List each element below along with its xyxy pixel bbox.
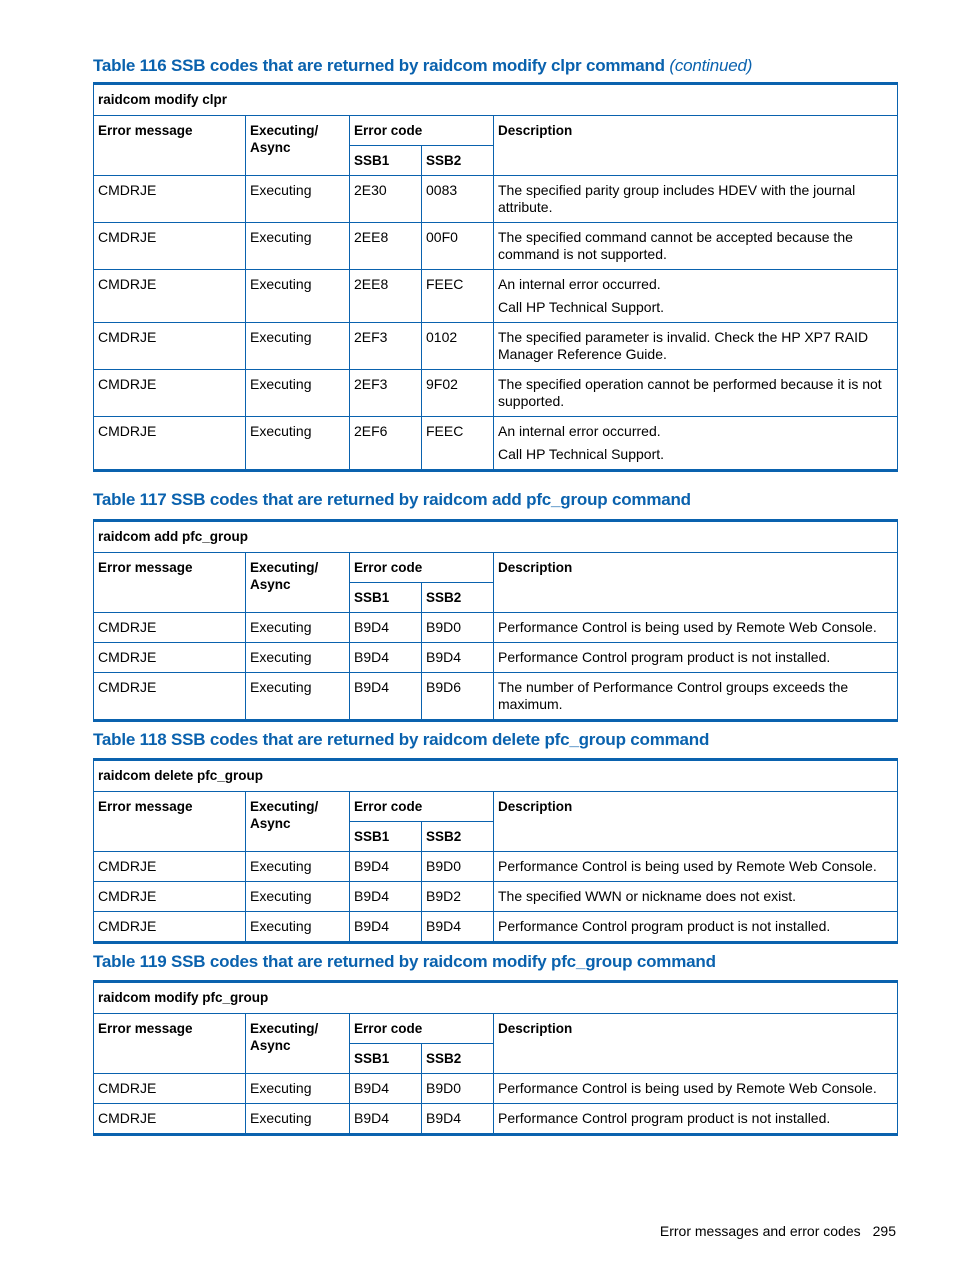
header-ssb1: SSB1 <box>350 822 422 852</box>
cell-ssb2: 0083 <box>422 176 494 223</box>
header-error-code: Error code <box>350 792 494 822</box>
cell-ssb2: B9D4 <box>422 643 494 673</box>
cell-ssb2: B9D0 <box>422 852 494 882</box>
cell-error-message: CMDRJE <box>94 613 246 643</box>
cell-ssb2: FEEC <box>422 417 494 471</box>
continued-label: (continued) <box>669 56 753 75</box>
header-executing-line2: Async <box>250 1038 291 1053</box>
cell-ssb1: 2EF3 <box>350 323 422 370</box>
description-text-secondary: Call HP Technical Support. <box>498 446 665 462</box>
table-row <box>94 1104 898 1135</box>
cell-description <box>494 270 898 323</box>
cell-executing: Executing <box>246 1074 350 1104</box>
cell-description <box>494 673 898 721</box>
cell-error-message: CMDRJE <box>94 370 246 417</box>
description-text: Performance Control is being used by Remote Web Console. <box>498 858 877 874</box>
cell-description <box>494 176 898 223</box>
cell-executing: Executing <box>246 176 350 223</box>
header-description: Description <box>494 553 898 613</box>
table-row <box>94 882 898 912</box>
table-118 <box>93 758 898 944</box>
description-text: Performance Control program product is not installed. <box>498 918 831 934</box>
header-description: Description <box>494 792 898 852</box>
cell-ssb1: 2EE8 <box>350 270 422 323</box>
cell-executing: Executing <box>246 223 350 270</box>
cell-description <box>494 1074 898 1104</box>
table-title: SSB codes that are returned by raidcom add pfc_group command <box>171 490 691 509</box>
table-row <box>94 417 898 471</box>
description-text: Performance Control is being used by Remote Web Console. <box>498 1080 877 1096</box>
header-ssb1: SSB1 <box>350 146 422 176</box>
cell-ssb2: B9D0 <box>422 1074 494 1104</box>
cell-description <box>494 852 898 882</box>
cell-ssb1: B9D4 <box>350 673 422 721</box>
description-text: An internal error occurred. <box>498 423 661 439</box>
header-ssb1: SSB1 <box>350 1044 422 1074</box>
command-name: raidcom modify clpr <box>94 84 898 116</box>
cell-error-message: CMDRJE <box>94 673 246 721</box>
header-ssb2: SSB2 <box>422 146 494 176</box>
cell-ssb2: 00F0 <box>422 223 494 270</box>
description-text: The specified parameter is invalid. Check the HP XP7 RAID Manager Reference Guide. <box>498 329 869 362</box>
header-error-code: Error code <box>350 116 494 146</box>
header-executing-async <box>246 1014 350 1074</box>
table-title: SSB codes that are returned by raidcom modify clpr command <box>171 56 665 75</box>
cell-ssb2: B9D4 <box>422 1104 494 1135</box>
description-text: An internal error occurred. <box>498 276 661 292</box>
cell-ssb1: B9D4 <box>350 643 422 673</box>
cell-executing: Executing <box>246 643 350 673</box>
cell-description <box>494 1104 898 1135</box>
cell-description <box>494 912 898 943</box>
footer-section-title: Error messages and error codes <box>659 1223 861 1239</box>
cell-executing: Executing <box>246 417 350 471</box>
table-116-caption <box>93 56 752 76</box>
header-executing-line1: Executing/ <box>250 1021 319 1036</box>
header-executing-async <box>246 553 350 613</box>
cell-executing: Executing <box>246 852 350 882</box>
cell-executing: Executing <box>246 1104 350 1135</box>
cell-executing: Executing <box>246 323 350 370</box>
header-row <box>94 553 898 583</box>
header-row <box>94 116 898 146</box>
cell-executing: Executing <box>246 673 350 721</box>
page-footer <box>560 1223 896 1239</box>
cell-description <box>494 643 898 673</box>
cell-description <box>494 417 898 471</box>
header-error-message: Error message <box>94 1014 246 1074</box>
table-row <box>94 852 898 882</box>
description-text-secondary: Call HP Technical Support. <box>498 299 665 315</box>
cell-executing: Executing <box>246 912 350 943</box>
cell-ssb1: 2EF3 <box>350 370 422 417</box>
cell-description <box>494 323 898 370</box>
table-number: Table 119 <box>93 952 167 971</box>
table-118-caption <box>93 730 709 750</box>
header-error-code: Error code <box>350 1014 494 1044</box>
header-executing-line2: Async <box>250 577 291 592</box>
header-ssb2: SSB2 <box>422 1044 494 1074</box>
cell-ssb1: 2EF6 <box>350 417 422 471</box>
table-119 <box>93 980 898 1136</box>
cell-executing: Executing <box>246 613 350 643</box>
cell-executing: Executing <box>246 882 350 912</box>
cell-ssb1: B9D4 <box>350 613 422 643</box>
cell-error-message: CMDRJE <box>94 323 246 370</box>
header-executing-async <box>246 792 350 852</box>
cell-error-message: CMDRJE <box>94 417 246 471</box>
cell-executing: Executing <box>246 270 350 323</box>
header-error-message: Error message <box>94 792 246 852</box>
header-ssb2: SSB2 <box>422 583 494 613</box>
description-text: The specified operation cannot be performed because it is not supported. <box>498 376 882 409</box>
cell-ssb1: B9D4 <box>350 852 422 882</box>
cell-ssb2: B9D4 <box>422 912 494 943</box>
command-name: raidcom modify pfc_group <box>94 982 898 1014</box>
table-116 <box>93 82 898 472</box>
table-row <box>94 176 898 223</box>
description-text: Performance Control program product is not installed. <box>498 1110 831 1126</box>
cell-ssb1: 2E30 <box>350 176 422 223</box>
table-117-caption <box>93 490 691 510</box>
table-title: SSB codes that are returned by raidcom delete pfc_group command <box>171 730 710 749</box>
cell-ssb2: B9D0 <box>422 613 494 643</box>
description-text: Performance Control program product is not installed. <box>498 649 831 665</box>
cell-ssb1: B9D4 <box>350 882 422 912</box>
command-row <box>94 760 898 792</box>
table-row <box>94 223 898 270</box>
table-117 <box>93 519 898 722</box>
cell-executing: Executing <box>246 370 350 417</box>
table-title: SSB codes that are returned by raidcom modify pfc_group command <box>171 952 716 971</box>
cell-error-message: CMDRJE <box>94 912 246 943</box>
description-text: The number of Performance Control groups exceeds the maximum. <box>498 679 849 712</box>
header-error-message: Error message <box>94 116 246 176</box>
header-executing-async <box>246 116 350 176</box>
header-executing-line1: Executing/ <box>250 123 319 138</box>
header-executing-line2: Async <box>250 816 291 831</box>
cell-ssb1: B9D4 <box>350 1074 422 1104</box>
table-number: Table 117 <box>93 490 167 509</box>
cell-error-message: CMDRJE <box>94 1074 246 1104</box>
table-number: Table 118 <box>93 730 167 749</box>
table-row <box>94 613 898 643</box>
cell-ssb2: 0102 <box>422 323 494 370</box>
command-name: raidcom add pfc_group <box>94 521 898 553</box>
cell-description <box>494 613 898 643</box>
header-ssb1: SSB1 <box>350 583 422 613</box>
header-executing-line1: Executing/ <box>250 560 319 575</box>
description-text: The specified parity group includes HDEV with the journal attribute. <box>498 182 856 215</box>
description-text: The specified WWN or nickname does not exist. <box>498 888 797 904</box>
header-row <box>94 792 898 822</box>
cell-description <box>494 370 898 417</box>
header-ssb2: SSB2 <box>422 822 494 852</box>
header-description: Description <box>494 116 898 176</box>
cell-error-message: CMDRJE <box>94 270 246 323</box>
cell-ssb1: B9D4 <box>350 912 422 943</box>
table-row <box>94 1074 898 1104</box>
table-row <box>94 912 898 943</box>
table-119-caption <box>93 952 716 972</box>
command-row <box>94 521 898 553</box>
cell-error-message: CMDRJE <box>94 852 246 882</box>
description-text: The specified command cannot be accepted because the command is not supported. <box>498 229 853 262</box>
cell-ssb1: 2EE8 <box>350 223 422 270</box>
cell-ssb2: FEEC <box>422 270 494 323</box>
cell-description <box>494 882 898 912</box>
table-row <box>94 673 898 721</box>
header-executing-line2: Async <box>250 140 291 155</box>
cell-error-message: CMDRJE <box>94 882 246 912</box>
header-row <box>94 1014 898 1044</box>
table-row <box>94 643 898 673</box>
table-number: Table 116 <box>93 56 167 75</box>
command-row <box>94 982 898 1014</box>
table-row <box>94 323 898 370</box>
header-description: Description <box>494 1014 898 1074</box>
cell-ssb2: B9D2 <box>422 882 494 912</box>
cell-error-message: CMDRJE <box>94 223 246 270</box>
cell-description <box>494 223 898 270</box>
cell-error-message: CMDRJE <box>94 643 246 673</box>
header-error-code: Error code <box>350 553 494 583</box>
cell-error-message: CMDRJE <box>94 176 246 223</box>
page-number: 295 <box>872 1223 896 1239</box>
cell-error-message: CMDRJE <box>94 1104 246 1135</box>
table-row <box>94 370 898 417</box>
header-executing-line1: Executing/ <box>250 799 319 814</box>
cell-ssb1: B9D4 <box>350 1104 422 1135</box>
table-row <box>94 270 898 323</box>
description-text: Performance Control is being used by Remote Web Console. <box>498 619 877 635</box>
command-name: raidcom delete pfc_group <box>94 760 898 792</box>
cell-ssb2: B9D6 <box>422 673 494 721</box>
header-error-message: Error message <box>94 553 246 613</box>
command-row <box>94 84 898 116</box>
cell-ssb2: 9F02 <box>422 370 494 417</box>
